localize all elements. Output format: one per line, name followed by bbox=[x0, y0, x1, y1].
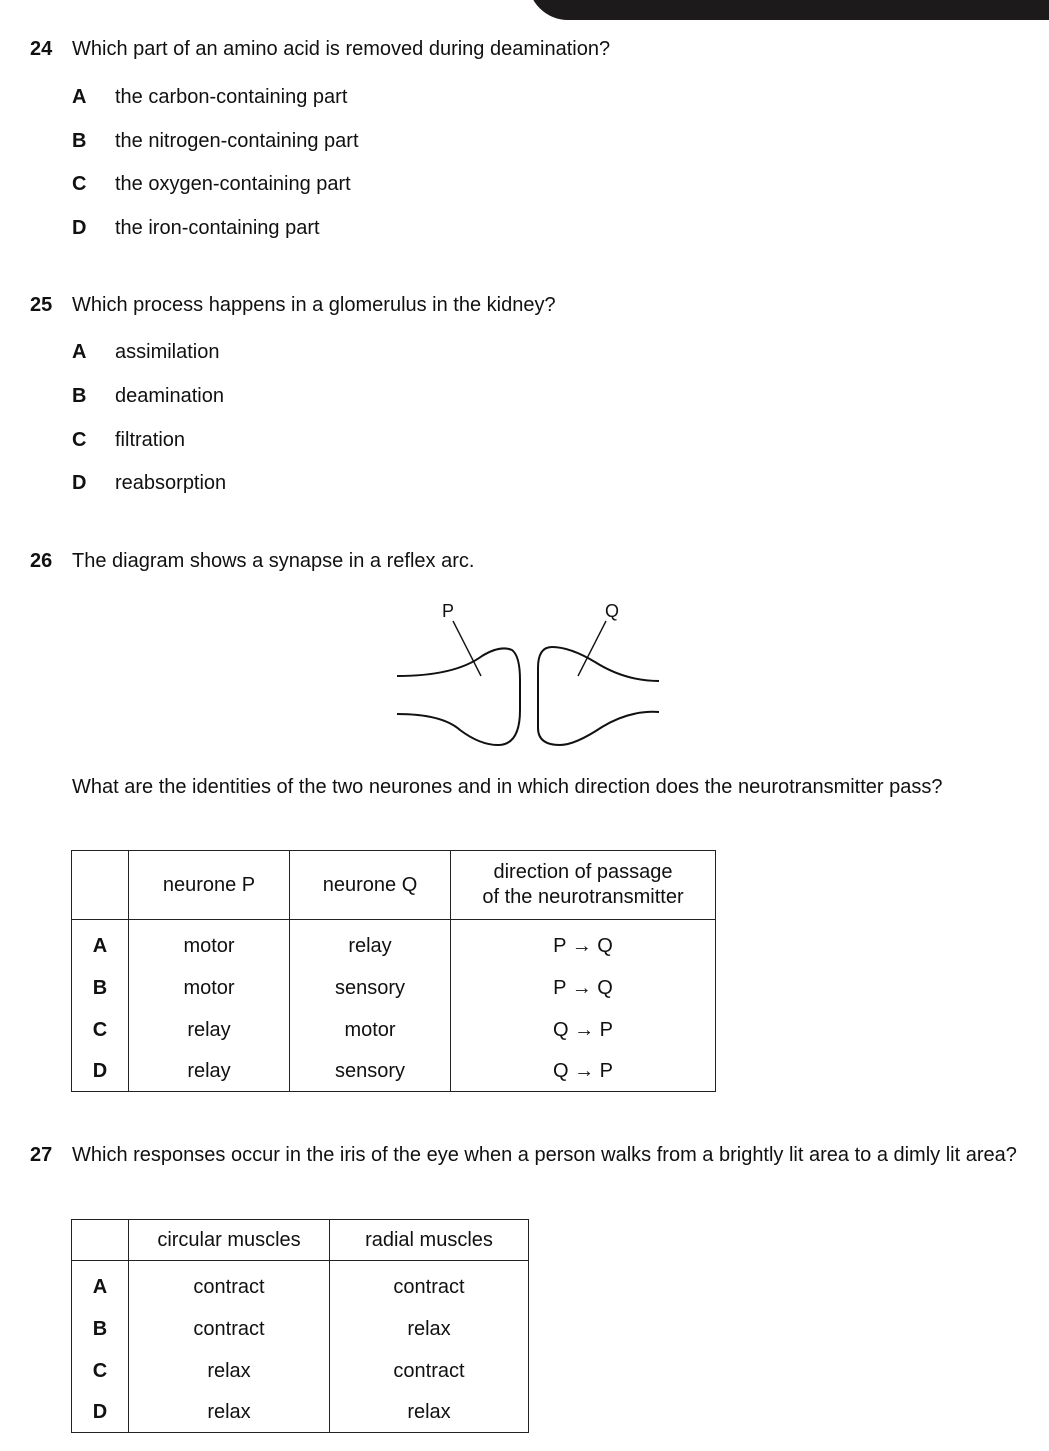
answer-row-b[interactable] bbox=[72, 1309, 529, 1351]
question-number: 25 bbox=[30, 294, 53, 316]
answer-row-c[interactable] bbox=[72, 1351, 529, 1393]
cell-neurone-p: relay bbox=[129, 1010, 290, 1052]
option-text: deamination bbox=[115, 385, 224, 407]
cell-radial: contract bbox=[330, 1351, 529, 1393]
row-letter: A bbox=[72, 1261, 129, 1309]
option-text: filtration bbox=[115, 429, 186, 451]
synapse-diagram bbox=[380, 590, 680, 760]
header-empty bbox=[72, 851, 129, 920]
header-direction-line1: direction of passage bbox=[493, 861, 673, 883]
option-letter: D bbox=[72, 217, 87, 239]
cell-neurone-q: sensory bbox=[290, 968, 451, 1010]
header-neurone-p: neurone P bbox=[129, 851, 290, 920]
question-number: 27 bbox=[30, 1144, 53, 1166]
cell-circular: relax bbox=[129, 1393, 330, 1433]
row-letter: C bbox=[72, 1351, 129, 1393]
cell-circular: contract bbox=[129, 1309, 330, 1351]
cell-circular: contract bbox=[129, 1261, 330, 1309]
cell-radial: relax bbox=[330, 1393, 529, 1433]
neurone-p-terminal bbox=[397, 648, 520, 745]
cell-neurone-p: relay bbox=[129, 1052, 290, 1092]
question-number: 26 bbox=[30, 550, 53, 572]
cell-circular: relax bbox=[129, 1351, 330, 1393]
cell-neurone-q: relay bbox=[290, 920, 451, 968]
answer-row-a[interactable] bbox=[72, 1261, 529, 1309]
question-number: 24 bbox=[30, 38, 53, 60]
question-text: Which process happens in a glomerulus in the kidney? bbox=[72, 294, 556, 316]
cell-radial: contract bbox=[330, 1261, 529, 1309]
option-text: the oxygen-containing part bbox=[115, 173, 351, 195]
neurone-q-membrane bbox=[538, 647, 659, 745]
option-letter: A bbox=[72, 86, 87, 108]
answer-row-d[interactable] bbox=[72, 1052, 716, 1092]
option-letter: C bbox=[72, 173, 87, 195]
cell-neurone-q: motor bbox=[290, 1010, 451, 1052]
header-direction bbox=[451, 851, 716, 920]
option-text: the iron-containing part bbox=[115, 217, 320, 239]
cell-neurone-p: motor bbox=[129, 968, 290, 1010]
option-text: reabsorption bbox=[115, 472, 227, 494]
cell-direction: P → Q bbox=[451, 968, 716, 1010]
cell-radial: relax bbox=[330, 1309, 529, 1351]
row-letter: B bbox=[72, 968, 129, 1010]
answer-row-a[interactable] bbox=[72, 920, 716, 968]
label-q: Q bbox=[604, 601, 620, 621]
option-letter: B bbox=[72, 385, 87, 407]
question-prompt: What are the identities of the two neurones and in which direction does the neurotransmitter pass? bbox=[72, 776, 943, 798]
row-letter: C bbox=[72, 1010, 129, 1052]
row-letter: D bbox=[72, 1393, 129, 1433]
cell-direction: Q → P bbox=[451, 1052, 716, 1092]
header-radial-muscles: radial muscles bbox=[330, 1220, 529, 1261]
label-q-pointer bbox=[578, 621, 606, 676]
cell-direction: Q → P bbox=[451, 1010, 716, 1052]
option-letter: C bbox=[72, 429, 87, 451]
cell-neurone-q: sensory bbox=[290, 1052, 451, 1092]
question-text: Which part of an amino acid is removed during deamination? bbox=[72, 38, 611, 60]
page-header-bar bbox=[528, 0, 1049, 20]
header-circular-muscles: circular muscles bbox=[129, 1220, 330, 1261]
question-text: The diagram shows a synapse in a reflex arc. bbox=[72, 550, 475, 572]
option-letter: D bbox=[72, 472, 87, 494]
cell-neurone-p: motor bbox=[129, 920, 290, 968]
header-direction-line2: of the neurotransmitter bbox=[482, 886, 684, 908]
header-neurone-q: neurone Q bbox=[290, 851, 451, 920]
label-p: P bbox=[441, 601, 455, 621]
question-text: Which responses occur in the iris of the eye when a person walks from a brightly lit area to a dimly lit area? bbox=[72, 1144, 1017, 1166]
option-text: the nitrogen-containing part bbox=[115, 130, 359, 152]
header-empty bbox=[72, 1220, 129, 1261]
option-text: assimilation bbox=[115, 341, 220, 363]
option-text: the carbon-containing part bbox=[115, 86, 348, 108]
answer-table bbox=[71, 1219, 529, 1433]
row-letter: B bbox=[72, 1309, 129, 1351]
answer-row-d[interactable] bbox=[72, 1393, 529, 1433]
cell-direction: P → Q bbox=[451, 920, 716, 968]
answer-row-b[interactable] bbox=[72, 968, 716, 1010]
option-letter: B bbox=[72, 130, 87, 152]
option-letter: A bbox=[72, 341, 87, 363]
row-letter: D bbox=[72, 1052, 129, 1092]
row-letter: A bbox=[72, 920, 129, 968]
answer-table bbox=[71, 850, 716, 1092]
answer-row-c[interactable] bbox=[72, 1010, 716, 1052]
